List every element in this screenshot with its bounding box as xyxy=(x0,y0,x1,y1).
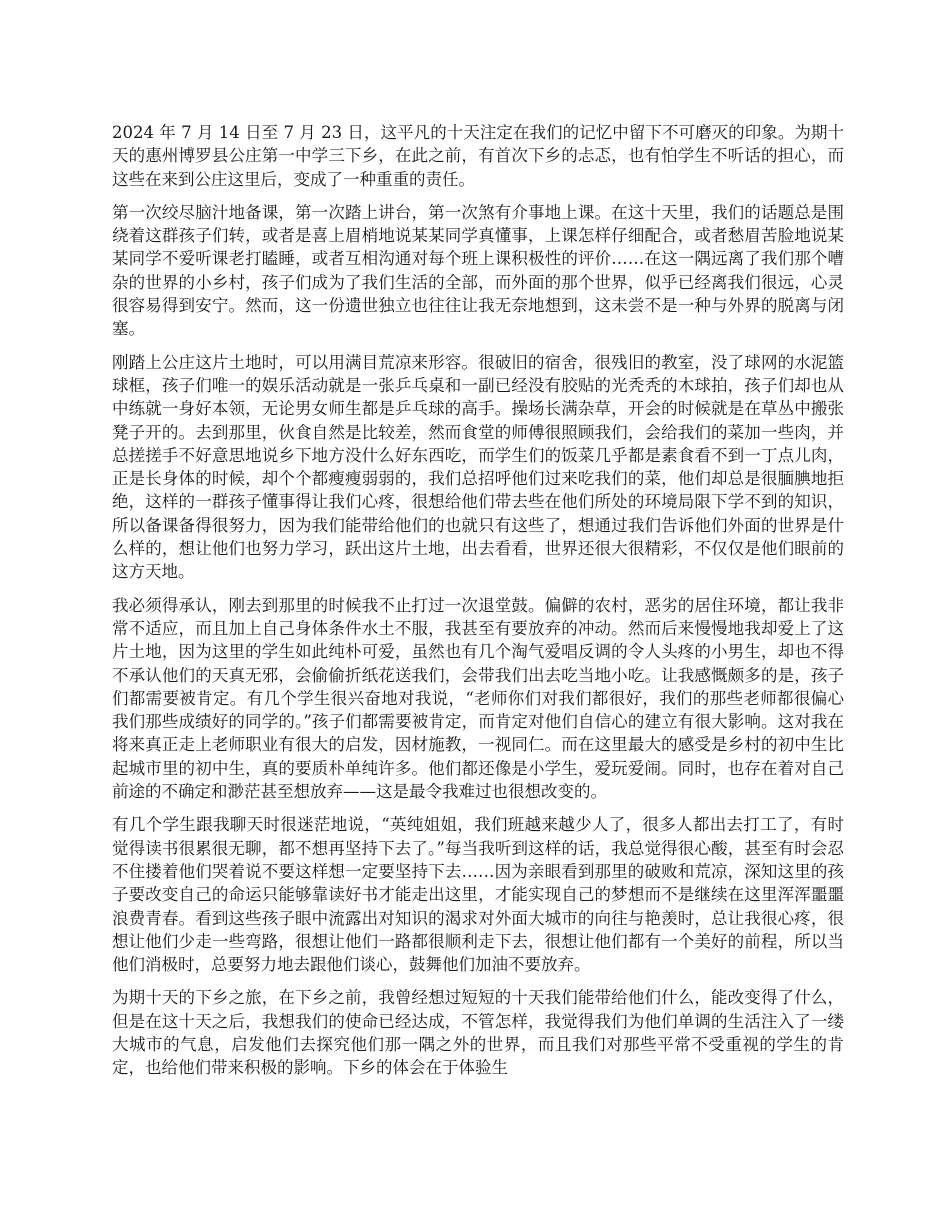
paragraph-1: 2024 年 7 月 14 日至 7 月 23 日，这平凡的十天注定在我们的记忆中留下不可磨灭的印象。为期十天的惠州博罗县公庄第一中学三下乡，在此之前，有首次下乡的忐忑，也有怕学生不听话的担心，而这些在来到公庄这里后，变成了一种重重的责任。 xyxy=(112,123,844,189)
paragraph-6: 为期十天的下乡之旅，在下乡之前，我曾经想过短短的十天我们能带给他们什么，能改变得了什么，但是在这十天之后，我想我们的使命已经达成，不管怎样，我觉得我们为他们单调的生活注入了一缕大城市的气息，启发他们去探究他们那一隅之外的世界，而且我们对那些平常不受重视的学生的肯定，也给他们带来积极的影响。下乡的体会在于体验生 xyxy=(112,988,844,1078)
paragraph-2: 第一次绞尽脑汁地备课，第一次踏上讲台，第一次煞有介事地上课。在这十天里，我们的话题总是围绕着这群孩子们转，或者是喜上眉梢地说某某同学真懂事，上课怎样仔细配合，或者愁眉苦脸地说某某同学不爱听课老打瞌睡，或者互相沟通对每个班上课积极性的评价……在这一隅远离了我们那个嘈杂的世界的小乡村，孩子们成为了我们生活的全部，而外面的那个世界，似乎已经离我们很远，心灵很容易得到安宁。然而，这一份遗世独立也往往让我无奈地想到，这未尝不是一种与外界的脱离与闭塞。 xyxy=(112,202,844,339)
paragraph-5: 有几个学生跟我聊天时很迷茫地说，“英纯姐姐，我们班越来越少人了，很多人都出去打工了，有时觉得读书很累很无聊，都不想再坚持下去了。”每当我听到这样的话，我总觉得很心酸，甚至有时会忍不住搂着他们哭着说不要这样想一定要坚持下去……因为亲眼看到那里的破败和荒凉，深知这里的孩子要改变自己的命运只能够靠读好书才能走出这里，才能实现自己的梦想而不是继续在这里浑浑噩噩浪费青春。看到这些孩子眼中流露出对知识的渴求对外面大城市的向往与艳羡时，总让我很心疼，很想让他们少走一些弯路，很想让他们一路都很顺利走下去，很想让他们都有一个美好的前程，所以当他们消极时，总要努力地去跟他们谈心，鼓舞他们加油不要放弃。 xyxy=(112,815,844,975)
paragraph-3: 刚踏上公庄这片土地时，可以用满目荒凉来形容。很破旧的宿舍，很残旧的教室，没了球网的水泥篮球框，孩子们唯一的娱乐活动就是一张乒乓桌和一副已经没有胶贴的光秃秃的木球拍，孩子们却也从中练就一身好本领，无论男女师生都是乒乓球的高手。操场长满杂草，开会的时候就是在草丛中搬张凳子开的。去到那里，伙食自然是比较差，然而食堂的师傅很照顾我们，会给我们的菜加一些肉，并总搓搓手不好意思地说乡下地方没什么好东西吃，而学生们的饭菜几乎都是素食看不到一丁点儿肉，正是长身体的时候，却个个都瘦瘦弱弱的，我们总招呼他们过来吃我们的菜，他们却总是很腼腆地拒绝，这样的一群孩子懂事得让我们心疼，很想给他们带去些在他们所处的环境局限下学不到的知识，所以备课备得很努力，因为我们能带给他们的也就只有这些了，想通过我们告诉他们外面的世界是什么样的，想让他们也努力学习，跃出这片土地，出去看看，世界还很大很精彩，不仅仅是他们眼前的这方天地。 xyxy=(112,352,844,582)
paragraph-4: 我必须得承认，刚去到那里的时候我不止打过一次退堂鼓。偏僻的农村，恶劣的居住环境，都让我非常不适应，而且加上自己身体条件水土不服，我甚至有要放弃的冲动。然而后来慢慢地我却爱上了这片土地，因为这里的学生如此纯朴可爱，虽然也有几个淘气爱唱反调的令人头疼的小男生，却也不得不承认他们的天真无邪，会偷偷折纸花送我们，会带我们出去吃当地小吃。让我感慨颇多的是，孩子们都需要被肯定。有几个学生很兴奋地对我说，“老师你们对我们都很好，我们的那些老师都很偏心我们那些成绩好的同学的。”孩子们都需要被肯定，而肯定对他们自信心的建立有很大影响。这对我在将来真正走上老师职业有很大的启发，因材施教，一视同仁。而在这里最大的感受是乡村的初中生比起城市里的初中生，真的要质朴单纯许多。他们都还像是小学生，爱玩爱闹。同时，也存在着对自己前途的不确定和渺茫甚至想放弃——这是最令我难过也很想改变的。 xyxy=(112,595,844,802)
document-body xyxy=(112,121,844,1090)
